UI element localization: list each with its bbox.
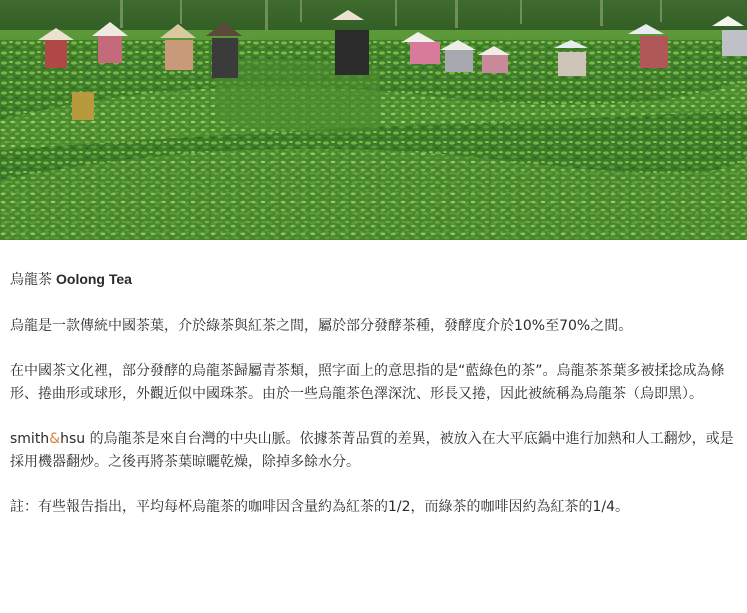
title-chinese: 烏龍茶 [10, 272, 52, 288]
paragraph-intro: 烏龍是一款傳統中國茶葉，介於綠茶與紅茶之間，屬於部分發酵茶種，發酵度介於10%至70%之間。 [10, 318, 633, 334]
hero-image [0, 0, 747, 240]
paragraph-origin-text: 的烏龍茶是來自台灣的中央山脈。依據茶菁品質的差異，被放入在大平底鍋中進行加熱和人工翻炒，或是採用機器翻炒。之後再將茶葉晾曬乾燥，除掉多餘水分。 [10, 431, 734, 470]
paragraph-note: 註：有些報告指出，平均每杯烏龍茶的咖啡因含量約為紅茶的1/2，而綠茶的咖啡因約為紅茶的1/4。 [10, 499, 630, 515]
brand-name-part-1: smith [10, 431, 50, 447]
paragraph-origin [10, 428, 740, 474]
tea-plantation-photo-icon [0, 0, 747, 240]
paragraph-culture: 在中國茶文化裡，部分發酵的烏龍茶歸屬青茶類，照字面上的意思指的是“藍綠色的茶”。烏龍茶茶葉多被揉捻成為條形、捲曲形或球形，外觀近似中國珠茶。由於一些烏龍茶色澤深沈、形長又捲，因此被統稱為烏龍茶（烏即黑）。 [10, 363, 725, 402]
title-english: Oolong Tea [56, 271, 132, 287]
article [10, 268, 740, 541]
brand-ampersand: & [49, 431, 61, 447]
brand-name-part-2: hsu [60, 431, 86, 447]
article-title [10, 268, 740, 292]
